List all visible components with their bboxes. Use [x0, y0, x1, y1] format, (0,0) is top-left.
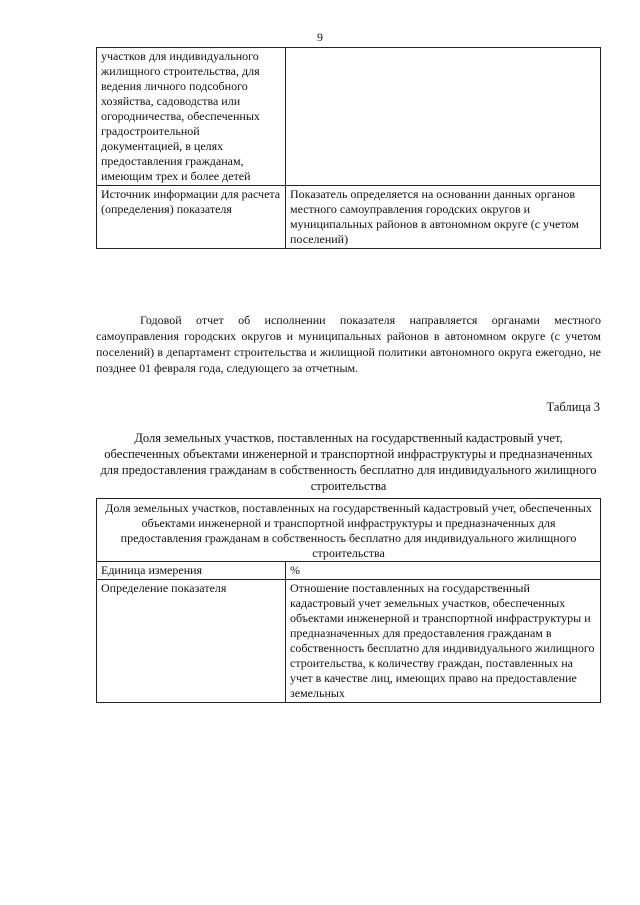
table-caption: Доля земельных участков, поставленных на государственный кадастровый учет, обеспеченных объектами инженерной и транспортной инфраструктуры и предназначенных для предоставления гражданам в собственность бесплатно для индивидуального жилищного строительства: [100, 431, 597, 493]
table-header: Доля земельных участков, поставленных на государственный кадастровый учет, обеспеченных объектами инженерной и транспортной инфраструктуры и предназначенных для предоставления гражданам в собственность бесплатно для индивидуального жилищного строительства: [97, 499, 601, 562]
row-label: Определение показателя: [97, 580, 286, 703]
row-value: [286, 48, 601, 186]
table-row: [97, 580, 601, 703]
row-value: %: [286, 562, 601, 580]
row-label: Источник информации для расчета (определения) показателя: [97, 186, 286, 249]
table-header-row: [97, 499, 601, 562]
table-row: [97, 186, 601, 249]
report-paragraph: Годовой отчет об исполнении показателя направляется органами местного самоуправления городских округов и муниципальных районов в автономном округе (с учетом поселений) в департамент строительства и жилищной политики автономного округа ежегодно, не позднее 01 февраля года, следующего за отчетным.: [96, 313, 601, 375]
table-number-label: Таблица 3: [546, 400, 600, 414]
row-label: участков для индивидуального жилищного строительства, для ведения личного подсобного хозяйства, садоводства или огородничества, обеспеченных градостроительной документацией, в целях предоставления гражданам, имеющим трех и более детей: [97, 48, 286, 186]
row-value: Показатель определяется на основании данных органов местного самоуправления городских округов и муниципальных районов в автономном округе (с учетом поселений): [286, 186, 601, 249]
row-value: Отношение поставленных на государственный кадастровый учет земельных участков, обеспеченных объектами инженерной и транспортной инфраструктуры и предназначенных для предоставления гражданам в собственность бесплатно для индивидуального жилищного строительства, к количеству граждан, поставленных на учет в качестве лиц, имеющих право на предоставление земельных: [286, 580, 601, 703]
page-number: 9: [317, 30, 323, 44]
indicator-table-continued: [96, 47, 601, 249]
indicator-table-3: [96, 498, 601, 703]
row-label: Единица измерения: [97, 562, 286, 580]
table-row: [97, 48, 601, 186]
table-row: [97, 562, 601, 580]
